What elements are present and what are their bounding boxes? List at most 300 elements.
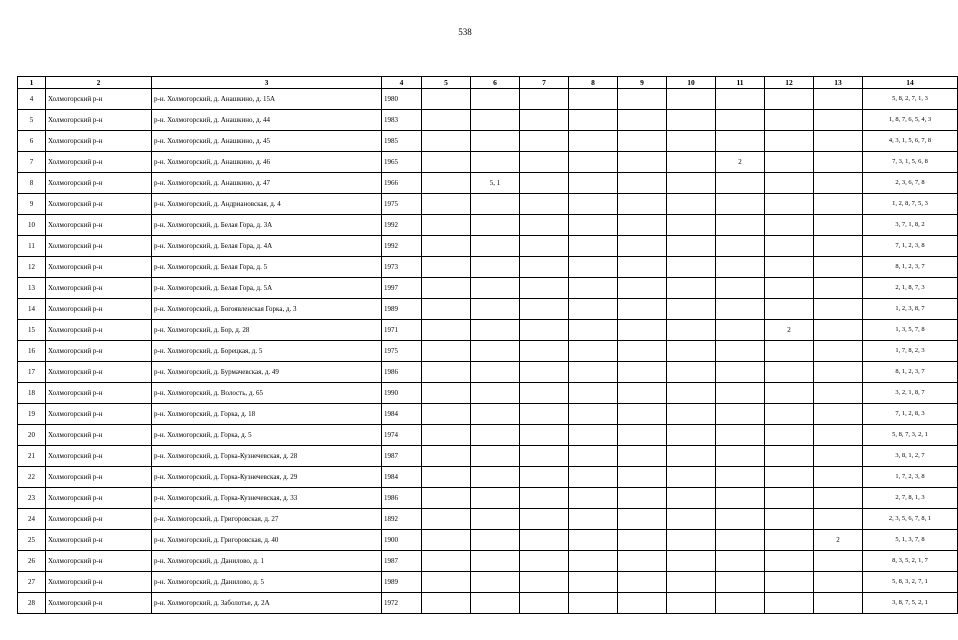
address-cell: р-н. Холмогорский, д. Горка, д. 18 xyxy=(152,404,382,425)
address-cell: р-н. Холмогорский, д. Григоровская, д. 40 xyxy=(152,530,382,551)
col13-cell xyxy=(814,194,863,215)
col6-cell: 5, 1 xyxy=(471,173,520,194)
col13-cell xyxy=(814,110,863,131)
col9-cell xyxy=(618,299,667,320)
column-header-6: 6 xyxy=(471,77,520,89)
table-row xyxy=(18,383,958,404)
col6-cell xyxy=(471,320,520,341)
year-cell: 1987 xyxy=(382,446,422,467)
header-row xyxy=(18,77,958,89)
col9-cell xyxy=(618,152,667,173)
address-cell: р-н. Холмогорский, д. Белая Гора, д. 5 xyxy=(152,257,382,278)
col8-cell xyxy=(569,236,618,257)
address-cell: р-н. Холмогорский, д. Горка, д. 5 xyxy=(152,425,382,446)
district-cell: Холмогорский р-н xyxy=(46,467,152,488)
row-number: 28 xyxy=(18,593,46,614)
col13-cell xyxy=(814,173,863,194)
col8-cell xyxy=(569,530,618,551)
address-cell: р-н. Холмогорский, д. Анашкино, д. 45 xyxy=(152,131,382,152)
district-cell: Холмогорский р-н xyxy=(46,236,152,257)
col8-cell xyxy=(569,110,618,131)
col9-cell xyxy=(618,404,667,425)
row-number: 7 xyxy=(18,152,46,173)
row-number: 8 xyxy=(18,173,46,194)
district-cell: Холмогорский р-н xyxy=(46,320,152,341)
year-cell: 1984 xyxy=(382,404,422,425)
column-header-2: 2 xyxy=(46,77,152,89)
col12-cell xyxy=(765,383,814,404)
address-cell: р-н. Холмогорский, д. Бурмачевская, д. 49 xyxy=(152,362,382,383)
col6-cell xyxy=(471,572,520,593)
district-cell: Холмогорский р-н xyxy=(46,362,152,383)
col10-cell xyxy=(667,89,716,110)
col7-cell xyxy=(520,488,569,509)
col9-cell xyxy=(618,530,667,551)
col13-cell xyxy=(814,509,863,530)
col5-cell xyxy=(422,425,471,446)
year-cell: 1997 xyxy=(382,278,422,299)
col8-cell xyxy=(569,341,618,362)
col5-cell xyxy=(422,110,471,131)
col14-cell: 7, 1, 2, 3, 8 xyxy=(863,236,958,257)
address-cell: р-н. Холмогорский, д. Анашкино, д. 46 xyxy=(152,152,382,173)
col11-cell xyxy=(716,446,765,467)
col7-cell xyxy=(520,530,569,551)
col12-cell xyxy=(765,551,814,572)
table-row xyxy=(18,89,958,110)
district-cell: Холмогорский р-н xyxy=(46,530,152,551)
table-row xyxy=(18,362,958,383)
col6-cell xyxy=(471,488,520,509)
col10-cell xyxy=(667,173,716,194)
col10-cell xyxy=(667,236,716,257)
col12-cell xyxy=(765,404,814,425)
address-cell: р-н. Холмогорский, д. Данилово, д. 5 xyxy=(152,572,382,593)
column-header-5: 5 xyxy=(422,77,471,89)
col6-cell xyxy=(471,362,520,383)
col9-cell xyxy=(618,215,667,236)
col7-cell xyxy=(520,131,569,152)
col6-cell xyxy=(471,194,520,215)
row-number: 15 xyxy=(18,320,46,341)
row-number: 10 xyxy=(18,215,46,236)
col10-cell xyxy=(667,131,716,152)
col9-cell xyxy=(618,89,667,110)
district-cell: Холмогорский р-н xyxy=(46,593,152,614)
col5-cell xyxy=(422,509,471,530)
table-row xyxy=(18,467,958,488)
col7-cell xyxy=(520,593,569,614)
col11-cell xyxy=(716,362,765,383)
col8-cell xyxy=(569,362,618,383)
table-row xyxy=(18,152,958,173)
table-row xyxy=(18,236,958,257)
year-cell: 1975 xyxy=(382,194,422,215)
row-number: 14 xyxy=(18,299,46,320)
column-header-10: 10 xyxy=(667,77,716,89)
col7-cell xyxy=(520,425,569,446)
col14-cell: 3, 8, 1, 2, 7 xyxy=(863,446,958,467)
col5-cell xyxy=(422,320,471,341)
col10-cell xyxy=(667,341,716,362)
data-table-container xyxy=(17,76,932,640)
row-number: 12 xyxy=(18,257,46,278)
col14-cell: 3, 7, 1, 8, 2 xyxy=(863,215,958,236)
table-row xyxy=(18,446,958,467)
year-cell: 1892 xyxy=(382,509,422,530)
address-cell: р-н. Холмогорский, д. Белая Гора, д. 5А xyxy=(152,278,382,299)
col7-cell xyxy=(520,341,569,362)
col12-cell: 2 xyxy=(765,320,814,341)
col14-cell: 2, 1, 8, 7, 3 xyxy=(863,278,958,299)
col7-cell xyxy=(520,383,569,404)
col8-cell xyxy=(569,257,618,278)
col14-cell: 1, 7, 2, 3, 8 xyxy=(863,467,958,488)
col7-cell xyxy=(520,572,569,593)
col12-cell xyxy=(765,131,814,152)
col9-cell xyxy=(618,509,667,530)
col6-cell xyxy=(471,509,520,530)
col8-cell xyxy=(569,152,618,173)
col5-cell xyxy=(422,341,471,362)
column-header-13: 13 xyxy=(814,77,863,89)
col12-cell xyxy=(765,341,814,362)
col12-cell xyxy=(765,467,814,488)
col10-cell xyxy=(667,152,716,173)
col13-cell xyxy=(814,572,863,593)
col6-cell xyxy=(471,299,520,320)
address-cell: р-н. Холмогорский, д. Борецкая, д. 5 xyxy=(152,341,382,362)
col11-cell xyxy=(716,278,765,299)
column-header-11: 11 xyxy=(716,77,765,89)
address-cell: р-н. Холмогорский, д. Анашкино, д. 47 xyxy=(152,173,382,194)
col14-cell: 5, 8, 7, 3, 2, 1 xyxy=(863,425,958,446)
col5-cell xyxy=(422,278,471,299)
col6-cell xyxy=(471,425,520,446)
col14-cell: 7, 3, 1, 5, 6, 8 xyxy=(863,152,958,173)
column-header-8: 8 xyxy=(569,77,618,89)
col8-cell xyxy=(569,383,618,404)
year-cell: 1980 xyxy=(382,89,422,110)
year-cell: 1992 xyxy=(382,215,422,236)
address-cell: р-н. Холмогорский, д. Горка-Кузнечевская, д. 33 xyxy=(152,488,382,509)
year-cell: 1975 xyxy=(382,341,422,362)
table-row xyxy=(18,404,958,425)
col12-cell xyxy=(765,110,814,131)
col10-cell xyxy=(667,110,716,131)
district-cell: Холмогорский р-н xyxy=(46,215,152,236)
col9-cell xyxy=(618,320,667,341)
table-row xyxy=(18,530,958,551)
address-cell: р-н. Холмогорский, д. Анашкино, д. 15А xyxy=(152,89,382,110)
col8-cell xyxy=(569,467,618,488)
col11-cell xyxy=(716,593,765,614)
col9-cell xyxy=(618,131,667,152)
col11-cell xyxy=(716,551,765,572)
col12-cell xyxy=(765,278,814,299)
col12-cell xyxy=(765,446,814,467)
col5-cell xyxy=(422,362,471,383)
col9-cell xyxy=(618,572,667,593)
col5-cell xyxy=(422,530,471,551)
district-cell: Холмогорский р-н xyxy=(46,194,152,215)
col13-cell xyxy=(814,131,863,152)
address-cell: р-н. Холмогорский, д. Андриановская, д. 4 xyxy=(152,194,382,215)
col11-cell: 2 xyxy=(716,152,765,173)
row-number: 17 xyxy=(18,362,46,383)
row-number: 25 xyxy=(18,530,46,551)
col7-cell xyxy=(520,257,569,278)
district-cell: Холмогорский р-н xyxy=(46,299,152,320)
col9-cell xyxy=(618,362,667,383)
col13-cell xyxy=(814,341,863,362)
col14-cell: 2, 3, 6, 7, 8 xyxy=(863,173,958,194)
col12-cell xyxy=(765,488,814,509)
col6-cell xyxy=(471,257,520,278)
district-cell: Холмогорский р-н xyxy=(46,173,152,194)
col14-cell: 2, 3, 5, 6, 7, 8, 1 xyxy=(863,509,958,530)
col6-cell xyxy=(471,236,520,257)
col13-cell: 2 xyxy=(814,530,863,551)
col14-cell: 8, 1, 2, 3, 7 xyxy=(863,257,958,278)
col6-cell xyxy=(471,341,520,362)
col13-cell xyxy=(814,89,863,110)
col11-cell xyxy=(716,215,765,236)
column-header-14: 14 xyxy=(863,77,958,89)
row-number: 13 xyxy=(18,278,46,299)
col12-cell xyxy=(765,89,814,110)
col12-cell xyxy=(765,299,814,320)
table-row xyxy=(18,572,958,593)
table-row xyxy=(18,488,958,509)
col9-cell xyxy=(618,110,667,131)
col6-cell xyxy=(471,89,520,110)
col14-cell: 1, 8, 7, 6, 5, 4, 3 xyxy=(863,110,958,131)
col8-cell xyxy=(569,509,618,530)
col12-cell xyxy=(765,362,814,383)
col11-cell xyxy=(716,530,765,551)
district-cell: Холмогорский р-н xyxy=(46,89,152,110)
row-number: 16 xyxy=(18,341,46,362)
col8-cell xyxy=(569,194,618,215)
col9-cell xyxy=(618,425,667,446)
col7-cell xyxy=(520,404,569,425)
col5-cell xyxy=(422,404,471,425)
year-cell: 1989 xyxy=(382,572,422,593)
col10-cell xyxy=(667,278,716,299)
col12-cell xyxy=(765,215,814,236)
col13-cell xyxy=(814,404,863,425)
col14-cell: 1, 3, 5, 7, 8 xyxy=(863,320,958,341)
col14-cell: 5, 8, 2, 7, 1, 3 xyxy=(863,89,958,110)
col11-cell xyxy=(716,425,765,446)
col6-cell xyxy=(471,215,520,236)
col14-cell: 5, 8, 3, 2, 7, 1 xyxy=(863,572,958,593)
district-cell: Холмогорский р-н xyxy=(46,404,152,425)
col11-cell xyxy=(716,173,765,194)
district-cell: Холмогорский р-н xyxy=(46,131,152,152)
col11-cell xyxy=(716,467,765,488)
col7-cell xyxy=(520,215,569,236)
col7-cell xyxy=(520,89,569,110)
data-table xyxy=(17,76,958,614)
col10-cell xyxy=(667,257,716,278)
col6-cell xyxy=(471,467,520,488)
col6-cell xyxy=(471,383,520,404)
district-cell: Холмогорский р-н xyxy=(46,257,152,278)
col14-cell: 1, 7, 8, 2, 3 xyxy=(863,341,958,362)
col10-cell xyxy=(667,425,716,446)
col7-cell xyxy=(520,509,569,530)
table-row xyxy=(18,341,958,362)
col11-cell xyxy=(716,509,765,530)
col9-cell xyxy=(618,173,667,194)
col8-cell xyxy=(569,278,618,299)
column-header-1: 1 xyxy=(18,77,46,89)
year-cell: 1992 xyxy=(382,236,422,257)
column-header-7: 7 xyxy=(520,77,569,89)
col10-cell xyxy=(667,551,716,572)
col11-cell xyxy=(716,383,765,404)
col9-cell xyxy=(618,383,667,404)
col12-cell xyxy=(765,572,814,593)
col8-cell xyxy=(569,425,618,446)
table-row xyxy=(18,593,958,614)
year-cell: 1987 xyxy=(382,551,422,572)
col9-cell xyxy=(618,278,667,299)
col11-cell xyxy=(716,131,765,152)
row-number: 11 xyxy=(18,236,46,257)
col8-cell xyxy=(569,320,618,341)
col11-cell xyxy=(716,110,765,131)
col10-cell xyxy=(667,194,716,215)
row-number: 23 xyxy=(18,488,46,509)
col9-cell xyxy=(618,488,667,509)
col14-cell: 8, 3, 5, 2, 1, 7 xyxy=(863,551,958,572)
row-number: 24 xyxy=(18,509,46,530)
address-cell: р-н. Холмогорский, д. Белая Гора, д. 4А xyxy=(152,236,382,257)
col13-cell xyxy=(814,236,863,257)
col10-cell xyxy=(667,404,716,425)
col8-cell xyxy=(569,299,618,320)
col13-cell xyxy=(814,551,863,572)
col6-cell xyxy=(471,404,520,425)
table-row xyxy=(18,320,958,341)
col7-cell xyxy=(520,194,569,215)
col5-cell xyxy=(422,383,471,404)
col12-cell xyxy=(765,530,814,551)
year-cell: 1984 xyxy=(382,467,422,488)
column-header-4: 4 xyxy=(382,77,422,89)
col12-cell xyxy=(765,593,814,614)
row-number: 19 xyxy=(18,404,46,425)
col7-cell xyxy=(520,278,569,299)
col10-cell xyxy=(667,383,716,404)
address-cell: р-н. Холмогорский, д. Данилово, д. 1 xyxy=(152,551,382,572)
col14-cell: 3, 8, 7, 5, 2, 1 xyxy=(863,593,958,614)
column-header-9: 9 xyxy=(618,77,667,89)
row-number: 9 xyxy=(18,194,46,215)
col5-cell xyxy=(422,257,471,278)
col14-cell: 4, 3, 1, 5, 6, 7, 8 xyxy=(863,131,958,152)
col13-cell xyxy=(814,278,863,299)
col9-cell xyxy=(618,236,667,257)
col8-cell xyxy=(569,593,618,614)
row-number: 18 xyxy=(18,383,46,404)
col13-cell xyxy=(814,383,863,404)
col11-cell xyxy=(716,236,765,257)
column-header-3: 3 xyxy=(152,77,382,89)
col14-cell: 5, 1, 3, 7, 8 xyxy=(863,530,958,551)
table-row xyxy=(18,509,958,530)
col13-cell xyxy=(814,467,863,488)
col5-cell xyxy=(422,488,471,509)
col11-cell xyxy=(716,89,765,110)
column-header-12: 12 xyxy=(765,77,814,89)
col13-cell xyxy=(814,299,863,320)
col6-cell xyxy=(471,110,520,131)
col14-cell: 8, 1, 2, 3, 7 xyxy=(863,362,958,383)
year-cell: 1974 xyxy=(382,425,422,446)
year-cell: 1989 xyxy=(382,299,422,320)
col7-cell xyxy=(520,236,569,257)
col13-cell xyxy=(814,215,863,236)
row-number: 26 xyxy=(18,551,46,572)
district-cell: Холмогорский р-н xyxy=(46,110,152,131)
col10-cell xyxy=(667,530,716,551)
address-cell: р-н. Холмогорский, д. Григоровская, д. 27 xyxy=(152,509,382,530)
col8-cell xyxy=(569,89,618,110)
year-cell: 1986 xyxy=(382,488,422,509)
col10-cell xyxy=(667,509,716,530)
col12-cell xyxy=(765,509,814,530)
col6-cell xyxy=(471,530,520,551)
col5-cell xyxy=(422,152,471,173)
address-cell: р-н. Холмогорский, д. Заболотье, д. 2А xyxy=(152,593,382,614)
col5-cell xyxy=(422,299,471,320)
col8-cell xyxy=(569,551,618,572)
col5-cell xyxy=(422,194,471,215)
address-cell: р-н. Холмогорский, д. Белая Гора, д. 3А xyxy=(152,215,382,236)
col9-cell xyxy=(618,194,667,215)
col7-cell xyxy=(520,152,569,173)
address-cell: р-н. Холмогорский, д. Горка-Кузнечевская, д. 29 xyxy=(152,467,382,488)
col11-cell xyxy=(716,299,765,320)
col10-cell xyxy=(667,593,716,614)
col11-cell xyxy=(716,341,765,362)
table-row xyxy=(18,551,958,572)
col5-cell xyxy=(422,173,471,194)
col13-cell xyxy=(814,320,863,341)
year-cell: 1966 xyxy=(382,173,422,194)
col14-cell: 3, 2, 1, 8, 7 xyxy=(863,383,958,404)
col13-cell xyxy=(814,152,863,173)
col5-cell xyxy=(422,215,471,236)
col11-cell xyxy=(716,194,765,215)
district-cell: Холмогорский р-н xyxy=(46,446,152,467)
district-cell: Холмогорский р-н xyxy=(46,152,152,173)
district-cell: Холмогорский р-н xyxy=(46,278,152,299)
col5-cell xyxy=(422,131,471,152)
col6-cell xyxy=(471,131,520,152)
year-cell: 1965 xyxy=(382,152,422,173)
col12-cell xyxy=(765,257,814,278)
col9-cell xyxy=(618,341,667,362)
col13-cell xyxy=(814,593,863,614)
row-number: 20 xyxy=(18,425,46,446)
col11-cell xyxy=(716,572,765,593)
year-cell: 1986 xyxy=(382,362,422,383)
